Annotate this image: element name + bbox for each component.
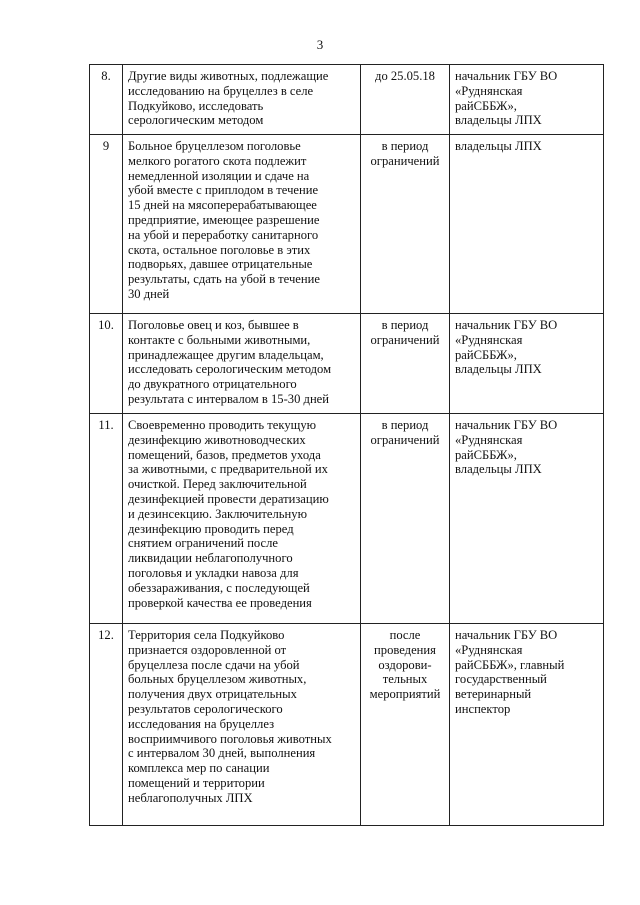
measure-line: неблагополучных ЛПХ bbox=[128, 790, 253, 805]
responsible-line: владельцы ЛПХ bbox=[455, 462, 542, 477]
term-line: проведения bbox=[374, 642, 436, 657]
measure-line: 15 дней на мясоперерабатывающее bbox=[128, 198, 317, 213]
responsible-line: владельцы ЛПХ bbox=[455, 113, 542, 128]
measure-line: больных бруцеллезом животных, bbox=[128, 672, 307, 687]
responsible-line: инспектор bbox=[455, 701, 511, 716]
measure-line: поголовья и укладки навоза для bbox=[128, 565, 299, 580]
measure-line: до двукратного отрицательного bbox=[128, 377, 297, 392]
term-line: после bbox=[389, 628, 421, 642]
measure-line: Другие виды животных, подлежащие bbox=[128, 69, 329, 83]
measure-line: Территория села Подкуйково bbox=[128, 628, 285, 642]
term-cell bbox=[361, 135, 450, 314]
responsible-line: начальник ГБУ ВО bbox=[455, 628, 558, 642]
responsible-cell bbox=[450, 414, 604, 624]
measure-line: серологическим методом bbox=[128, 113, 264, 128]
measure-line: очисткой. Перед заключительной bbox=[128, 477, 307, 492]
measure-line: принадлежащее другим владельцам, bbox=[128, 347, 324, 362]
measure-line: исследованию на бруцеллез в селе bbox=[128, 83, 314, 98]
measure-line: 30 дней bbox=[128, 286, 170, 301]
responsible-line: начальник ГБУ ВО bbox=[455, 69, 558, 83]
measure-line: на убой и переработку санитарного bbox=[128, 227, 319, 242]
term-cell bbox=[361, 624, 450, 826]
measure-line: и дезинсекцию. Заключительную bbox=[128, 506, 307, 521]
measure-cell bbox=[123, 624, 361, 826]
row-number: 8. bbox=[90, 65, 123, 135]
row-number: 10. bbox=[90, 314, 123, 414]
term-line: ограничений bbox=[370, 332, 440, 347]
responsible-line: райСББЖ», главный bbox=[455, 657, 565, 672]
responsible-line: «Руднянская bbox=[455, 332, 523, 347]
measure-line: немедленной изоляции и сдаче на bbox=[128, 168, 310, 183]
responsible-cell bbox=[450, 314, 604, 414]
row-number: 12. bbox=[90, 624, 123, 826]
measure-line: исследовать серологическим методом bbox=[128, 362, 332, 377]
measure-line: предприятие, имеющее разрешение bbox=[128, 212, 320, 227]
measure-line: убой вместе с приплодом в течение bbox=[128, 183, 319, 198]
measures-table-body bbox=[90, 65, 604, 826]
page-number: 3 bbox=[316, 37, 324, 52]
measure-cell bbox=[123, 314, 361, 414]
measure-line: с интервалом 30 дней, выполнения bbox=[128, 746, 316, 761]
term-line: тельных bbox=[382, 672, 428, 687]
responsible-line: райСББЖ», bbox=[455, 98, 517, 113]
term-line: оздорови- bbox=[378, 657, 432, 672]
term-cell bbox=[361, 65, 450, 135]
measure-line: подворьях, давшее отрицательные bbox=[128, 257, 313, 272]
measure-line: контакте с больными животными, bbox=[128, 332, 311, 347]
responsible-line: «Руднянская bbox=[455, 642, 523, 657]
responsible-cell bbox=[450, 624, 604, 826]
measure-line: комплекса мер по санации bbox=[128, 761, 270, 776]
measure-line: дезинфекцию животноводческих bbox=[128, 432, 306, 447]
measure-cell bbox=[123, 65, 361, 135]
term-line: в период bbox=[381, 139, 429, 153]
measure-line: результаты, сдать на убой в течение bbox=[128, 272, 320, 287]
measure-line: признается оздоровленной от bbox=[128, 642, 287, 657]
table-row bbox=[90, 414, 604, 624]
measure-line: результата с интервалом в 15-30 дней bbox=[128, 391, 330, 406]
responsible-line: начальник ГБУ ВО bbox=[455, 318, 558, 332]
term-line: в период bbox=[381, 318, 429, 332]
measure-line: Больное бруцеллезом поголовье bbox=[128, 139, 301, 153]
row-number: 11. bbox=[90, 414, 123, 624]
measure-line: дезинфекцию проводить перед bbox=[128, 521, 294, 536]
table-row bbox=[90, 135, 604, 314]
measure-line: исследования на бруцеллез bbox=[128, 716, 275, 731]
responsible-line: райСББЖ», bbox=[455, 347, 517, 362]
measures-table bbox=[89, 64, 604, 826]
term-line: в период bbox=[381, 418, 429, 432]
responsible-line: «Руднянская bbox=[455, 432, 523, 447]
measure-line: проверкой качества ее проведения bbox=[128, 595, 312, 610]
row-number: 9 bbox=[90, 135, 123, 314]
responsible-line: «Руднянская bbox=[455, 83, 523, 98]
measure-line: ликвидации неблагополучного bbox=[128, 551, 293, 566]
measure-line: бруцеллеза после сдачи на убой bbox=[128, 657, 300, 672]
term-line: ограничений bbox=[370, 153, 440, 168]
responsible-line: государственный bbox=[455, 672, 547, 687]
responsible-line: владельцы ЛПХ bbox=[455, 139, 542, 153]
measure-line: восприимчивого поголовья животных bbox=[128, 731, 332, 746]
measure-line: дезинфекцией провести дератизацию bbox=[128, 491, 329, 506]
term-cell bbox=[361, 414, 450, 624]
responsible-line: райСББЖ», bbox=[455, 447, 517, 462]
measure-line: Подкуйково, исследовать bbox=[128, 98, 264, 113]
responsible-cell bbox=[450, 65, 604, 135]
table-row bbox=[90, 65, 604, 135]
responsible-line: начальник ГБУ ВО bbox=[455, 418, 558, 432]
measure-line: получения двух отрицательных bbox=[128, 687, 297, 702]
term-line: мероприятий bbox=[369, 687, 441, 702]
term-line: ограничений bbox=[370, 432, 440, 447]
responsible-line: ветеринарный bbox=[455, 687, 532, 702]
measure-cell bbox=[123, 414, 361, 624]
measure-line: снятием ограничений после bbox=[128, 536, 279, 551]
measure-line: за животными, с предварительной их bbox=[128, 462, 328, 477]
measure-line: скота, остальное поголовье в этих bbox=[128, 242, 311, 257]
measure-line: Своевременно проводить текущую bbox=[128, 418, 317, 432]
term-line: до 25.05.18 bbox=[375, 69, 435, 83]
measure-line: помещений и территории bbox=[128, 775, 265, 790]
table-row bbox=[90, 314, 604, 414]
measure-line: мелкого рогатого скота подлежит bbox=[128, 153, 307, 168]
term-cell bbox=[361, 314, 450, 414]
measure-line: помещений, базов, предметов ухода bbox=[128, 447, 321, 462]
measure-line: Поголовье овец и коз, бывшее в bbox=[128, 318, 299, 332]
responsible-line: владельцы ЛПХ bbox=[455, 362, 542, 377]
table-row bbox=[90, 624, 604, 826]
measure-line: результатов серологического bbox=[128, 701, 283, 716]
measure-cell bbox=[123, 135, 361, 314]
responsible-cell bbox=[450, 135, 604, 314]
measure-line: обеззараживания, с последующей bbox=[128, 580, 310, 595]
